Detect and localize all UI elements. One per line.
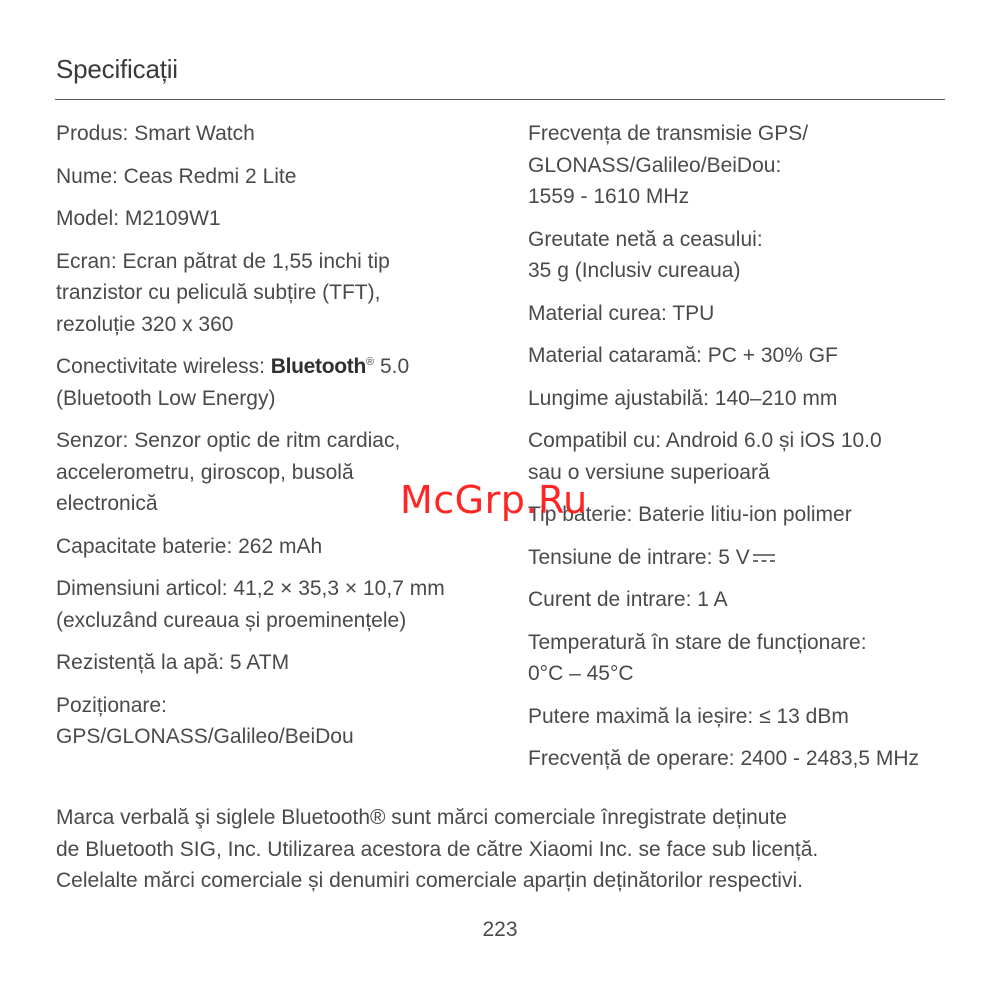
spec-text: Greutate netă a ceasului: [528,227,763,251]
spec-model [56,203,496,235]
spec-screen [56,246,496,341]
spec-gps-frequency [528,118,968,213]
spec-text: Poziționare: [56,693,167,717]
spec-text: 0°C – 45°C [528,662,634,685]
watermark: McGrp.Ru [400,478,588,522]
spec-text: Dimensiuni articol: 41,2 × 35,3 × 10,7 mm [56,577,445,600]
spec-input-voltage-line [528,542,968,574]
title-divider [55,99,945,100]
spec-dimensions [56,573,496,636]
spec-input-current [528,584,968,616]
spec-max-output-power [528,701,968,733]
spec-text: Material curea: TPU [528,301,715,325]
spec-text: (excluzând cureaua și proeminențele) [56,608,407,632]
spec-wireless [56,351,496,414]
trademark-footnote [56,802,956,897]
spec-text: electronică [56,492,158,515]
spec-text: Senzor: Senzor optic de ritm cardiac, [56,429,401,452]
spec-text: 35 g (Inclusiv cureaua) [528,259,741,282]
spec-compatibility [528,425,968,488]
spec-text: Produs: Smart Watch [56,122,255,145]
spec-text: sau o versiune superioară [528,460,770,484]
spec-strap-material [528,298,968,330]
spec-adjustable-length [528,383,968,415]
spec-text: 1559 - 1610 MHz [528,185,690,208]
spec-product [56,118,496,150]
specs-right-column [528,118,968,786]
spec-text: Compatibil cu: Android 6.0 și iOS 10.0 [528,429,882,452]
spec-text: Putere maximă la ieșire: ≤ 13 dBm [528,704,849,728]
spec-water-resistance [56,647,496,679]
spec-net-weight [528,224,968,287]
bluetooth-brand: Bluetooth [270,355,367,378]
spec-battery-capacity [56,531,496,563]
spec-operating-frequency [528,743,968,775]
spec-text: GPS/GLONASS/Galileo/BeiDou [56,725,354,748]
spec-text: Nume: Ceas Redmi 2 Lite [56,164,297,188]
page-number: 223 [482,918,518,941]
spec-operating-temperature [528,627,968,690]
registered-mark: ® [366,356,375,368]
spec-text: Model: M2109W1 [56,207,221,230]
spec-input-voltage [528,542,968,574]
spec-text: Ecran: Ecran pătrat de 1,55 inchi tip [56,249,390,273]
spec-text: Capacitate baterie: 262 mAh [56,534,323,558]
spec-text: Tip baterie: Baterie litiu-ion polimer [528,503,852,526]
spec-text: 5.0 [374,355,410,378]
spec-text: tranzistor cu peliculă subțire (TFT), [56,281,381,304]
specs-left-column [56,118,496,764]
spec-text: Tensiune de intrare: 5 V [528,545,750,569]
spec-text: GLONASS/Galileo/BeiDou: [528,153,782,177]
spec-text: Frecvență de operare: 2400 - 2483,5 MHz [528,747,920,770]
dc-current-icon [752,551,776,565]
spec-text: Lungime ajustabilă: 140–210 mm [528,386,838,410]
spec-name [56,161,496,193]
spec-text: Frecvența de transmisie GPS/ [528,122,809,145]
spec-text: Rezistență la apă: 5 ATM [56,651,290,674]
footnote-line: Celelalte mărci comerciale și denumiri comerciale aparțin deținătorilor respectivi. [56,869,803,892]
spec-text: accelerometru, giroscop, busolă [56,460,354,484]
spec-text: Temperatură în stare de funcționare: [528,630,867,654]
spec-wireless-line [56,351,496,383]
footnote-line: Marca verbală şi siglele Bluetooth® sunt mărci comerciale înregistrate deținute [56,806,787,829]
footnote-line: de Bluetooth SIG, Inc. Utilizarea acestora de către Xiaomi Inc. se face sub licență. [56,837,819,861]
spec-text: rezoluție 320 x 360 [56,312,234,336]
spec-text: (Bluetooth Low Energy) [56,386,276,410]
spec-text: Conectivitate wireless: [56,355,271,378]
spec-text: Curent de intrare: 1 A [528,588,728,611]
spec-positioning [56,690,496,753]
spec-battery-type [528,499,968,531]
spec-buckle-material [528,340,968,372]
page-title: Specificații [56,54,178,84]
spec-text: Material cataramă: PC + 30% GF [528,344,838,367]
